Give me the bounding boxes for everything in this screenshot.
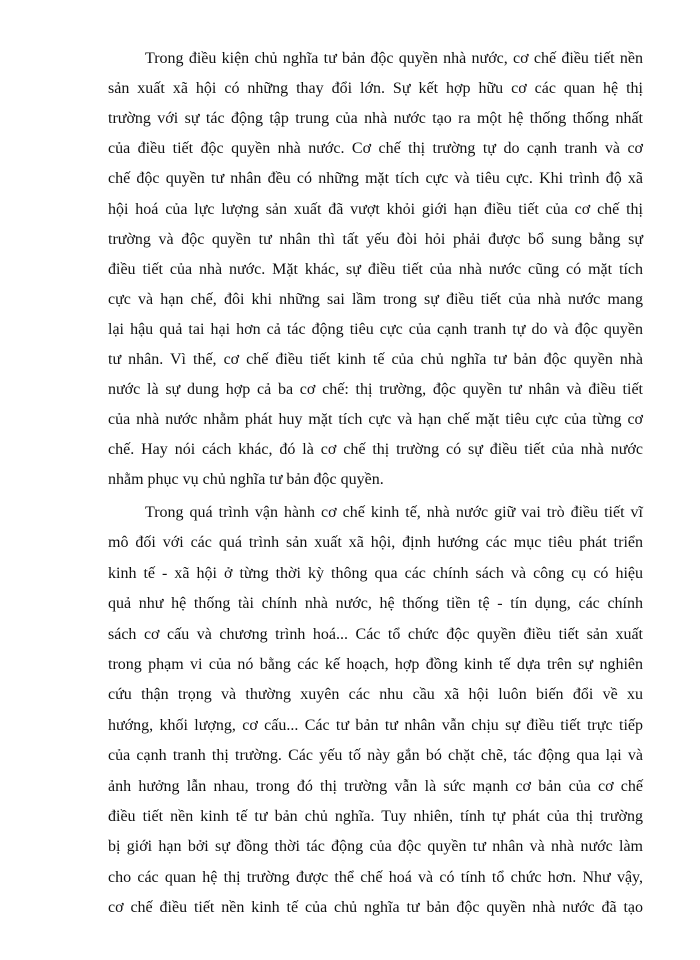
text-line: quả như hệ thống tài chính nhà nước, hệ thống tiền tệ - tín dụng, các chính	[108, 595, 643, 613]
text-line: bị giới hạn bởi sự đồng thời tác động của độc quyền tư nhân và nhà nước làm	[108, 838, 643, 856]
text-line: hội hoá của lực lượng sản xuất đã vượt khỏi giới hạn điều tiết của cơ chế thị	[108, 200, 643, 218]
text-line: chế độc quyền tư nhân đều có những mặt tích cực và tiêu cực. Khi trình độ xã	[108, 170, 643, 188]
text-line: của cạnh tranh thị trường. Các yếu tố này gắn bó chặt chẽ, tác động qua lại và	[108, 747, 643, 765]
text-line: Trong điều kiện chủ nghĩa tư bản độc quyền nhà nước, cơ chế điều tiết nền	[145, 50, 643, 67]
text-line: nhằm phục vụ chủ nghĩa tư bản độc quyền.	[108, 471, 384, 489]
text-line: lại hậu quả tai hại hơn cả tác động tiêu cực của cạnh tranh tự do và độc quyền	[108, 320, 643, 338]
text-line: cực và hạn chế, đôi khi những sai lầm trong sự điều tiết của nhà nước mang	[108, 290, 643, 308]
text-line: điều tiết của nhà nước. Mặt khác, sự điều tiết của nhà nước cũng có mặt tích	[108, 260, 643, 278]
text-line: của nhà nước nhằm phát huy mặt tích cực và hạn chế mặt tiêu cực của từng cơ	[108, 411, 643, 429]
text-line: cơ chế điều tiết nền kinh tế của chủ nghĩa tư bản độc quyền nhà nước đã tạo	[108, 899, 643, 917]
text-line: trong phạm vi của nó bằng các kế hoạch, hợp đồng kinh tế dựa trên sự nghiên	[108, 656, 643, 673]
text-line: tư nhân. Vì thế, cơ chế điều tiết kinh tế của chủ nghĩa tư bản độc quyền nhà	[108, 351, 643, 368]
text-line: ảnh hưởng lẫn nhau, trong đó thị trường vẫn là sức mạnh cơ bản của cơ chế	[108, 777, 643, 795]
text-line: cứu thận trọng và thường xuyên các nhu cầu xã hội luôn biến đổi về xu	[108, 686, 643, 704]
text-line: mô đối với các quá trình sản xuất xã hội, định hướng các mục tiêu phát triển	[108, 534, 643, 552]
text-line: cho các quan hệ thị trường được thể chế hoá và có tính tổ chức hơn. Như vậy,	[108, 868, 643, 886]
text-line: trường và độc quyền tư nhân thì tất yếu đòi hỏi phải được bổ sung bằng sự	[108, 230, 643, 248]
text-line: nước là sự dung hợp cả ba cơ chế: thị trường, độc quyền tư nhân và điều tiết	[108, 381, 643, 399]
text-line: kinh tế - xã hội ở từng thời kỳ thông qua các chính sách và công cụ có hiệu	[108, 564, 643, 582]
text-line: trường với sự tác động tập trung của nhà nước tạo ra một hệ thống thống nhất	[108, 110, 643, 128]
text-line: điều tiết nền kinh tế tư bản chủ nghĩa. Tuy nhiên, tính tự phát của thị trường	[108, 808, 643, 825]
text-line: của điều tiết độc quyền nhà nước. Cơ chế thị trường tự do cạnh tranh và cơ	[108, 140, 643, 158]
text-line: sản xuất xã hội có những thay đổi lớn. Sự kết hợp hữu cơ các quan hệ thị	[108, 80, 643, 98]
text-line: Trong quá trình vận hành cơ chế kinh tế, nhà nước giữ vai trò điều tiết vĩ	[145, 504, 643, 521]
text-line: chế. Hay nói cách khác, đó là cơ chế thị trường có sự điều tiết của nhà nước	[108, 441, 643, 459]
text-line: sách cơ cấu và chương trình hoá... Các tổ chức độc quyền điều tiết sản xuất	[108, 625, 643, 643]
text-line: hướng, khối lượng, cơ cấu... Các tư bản tư nhân vẫn chịu sự điều tiết trực tiếp	[108, 716, 643, 734]
